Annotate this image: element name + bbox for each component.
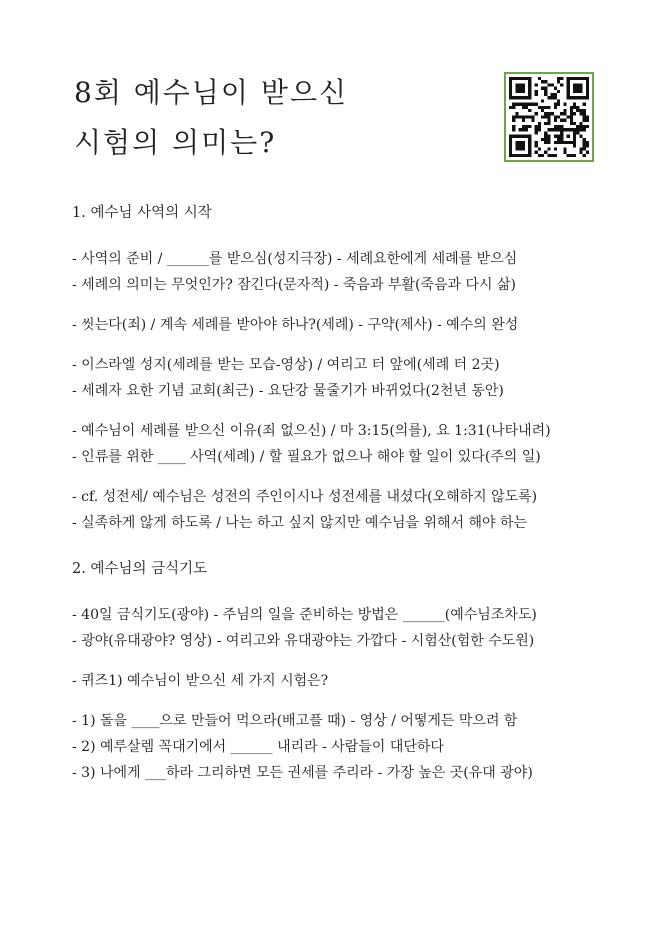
section-2-line: - 2) 예루살렘 꼭대기에서 ______ 내리라 - 사람들이 대단하다 [72,739,444,755]
section-1-heading: 1. 예수님 사역의 시작 [72,205,212,221]
section-1-line: - cf. 성전세/ 예수님은 성전의 주인이시나 성전세를 내셨다(오해하지 않도록) [72,489,538,505]
section-1-line: - 세례의 의미는 무엇인가? 잠긴다(문자적) - 죽음과 부활(죽음과 다시 삶) [72,277,517,293]
section-1-line: - 인류를 위한 ____ 사역(세례) / 할 필요가 없으나 해야 할 일이 있다(주의 일) [72,449,541,465]
section-2-line: - 3) 나에게 ___하라 그리하면 모든 권세를 주리라 - 가장 높은 곳(유대 광야) [72,765,533,781]
page-title [74,68,348,168]
section-1-line: - 세례자 요한 기념 교회(최근) - 요단강 물줄기가 바뀌었다(2천년 동안) [72,383,504,399]
section-2-line: - 퀴즈1) 예수님이 받으신 세 가지 시험은? [72,673,329,689]
title-line-2: 시험의 의미는? [74,126,277,159]
title-line-1: 8회 예수님이 받으신 [74,76,349,109]
section-1-line: - 예수님이 세례를 받으신 이유(죄 없으신) / 마 3:15(의를), 요 1:31(나타내려) [72,423,551,439]
section-1-line: - 씻는다(죄) / 계속 세례를 받아야 하나?(세례) - 구약(제사) - 예수의 완성 [72,317,519,333]
section-2-line: - 40일 금식기도(광야) - 주님의 일을 준비하는 방법은 ______(예수님조차도) [72,607,537,623]
section-2-line: - 광야(유대광야? 영상) - 여리고와 유대광야는 가깝다 - 시험산(험한 수도원) [72,633,535,649]
qr-code-icon[interactable] [504,72,594,162]
section-2-line: - 1) 돌을 ____으로 만들어 먹으라(배고플 때) - 영상 / 어떻게든 막으려 함 [72,713,518,729]
section-1-line: - 이스라엘 성지(세례를 받는 모습-영상) / 여리고 터 앞에(세례 터 2곳) [72,357,500,373]
section-1-line: - 사역의 준비 / ______를 받으심(성지극장) - 세례요한에게 세례를 받으심 [72,251,518,267]
document-body [72,200,632,786]
section-1-line: - 실족하게 않게 하도록 / 나는 하고 싶지 않지만 예수님을 위해서 해야 하는 [72,515,528,531]
section-2-heading: 2. 예수님의 금식기도 [72,561,208,577]
qr-code-graphic [509,77,589,157]
